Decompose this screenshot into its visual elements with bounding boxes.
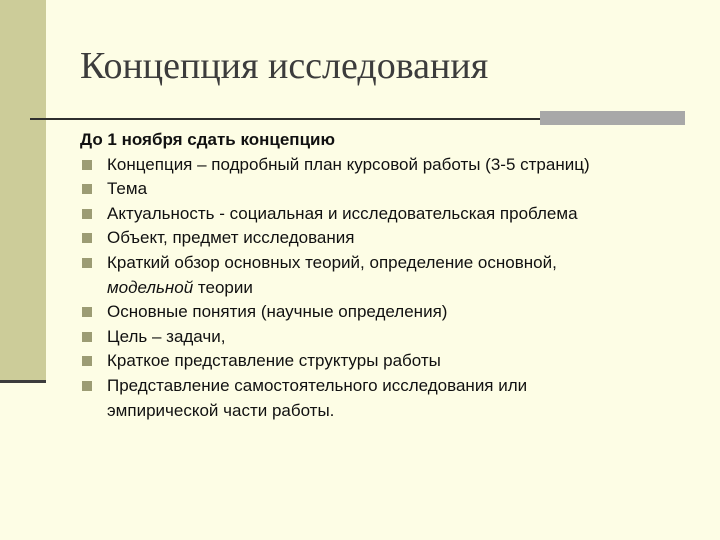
italic-term: модельной — [107, 277, 194, 297]
list-item — [80, 153, 700, 178]
square-bullet-icon — [82, 258, 92, 268]
list-item — [80, 325, 700, 350]
list-item-continuation: эмпирической части работы. — [107, 400, 335, 420]
square-bullet-icon — [82, 332, 92, 342]
square-bullet-icon — [82, 209, 92, 219]
list-item — [80, 374, 700, 423]
side-decoration-line — [0, 380, 46, 383]
list-item — [80, 300, 700, 325]
slide-title: Концепция исследования — [80, 45, 489, 87]
list-item — [80, 202, 700, 227]
list-item — [80, 349, 700, 374]
square-bullet-icon — [82, 381, 92, 391]
square-bullet-icon — [82, 356, 92, 366]
list-item — [80, 251, 700, 300]
list-item-text: Тема — [107, 179, 148, 199]
square-bullet-icon — [82, 307, 92, 317]
list-item-text: Актуальность - социальная и исследовательская проблема — [107, 203, 578, 223]
slide-body — [80, 128, 700, 423]
list-item-text-rest: теории — [193, 277, 253, 297]
deadline-heading: До 1 ноября сдать концепцию — [80, 130, 335, 149]
side-decoration-bar — [0, 0, 46, 382]
list-item-text: Краткое представление структуры работы — [107, 351, 441, 371]
list-item-text: Объект, предмет исследования — [107, 228, 355, 248]
list-item-text: Цель – задачи, — [107, 326, 226, 346]
bullet-list — [80, 153, 700, 424]
list-item — [80, 177, 700, 202]
list-item-text: Основные понятия (научные определения) — [107, 302, 448, 322]
square-bullet-icon — [82, 160, 92, 170]
list-item-text: Концепция – подробный план курсовой работы (3-5 страниц) — [107, 154, 590, 174]
list-item — [80, 226, 700, 251]
square-bullet-icon — [82, 233, 92, 243]
square-bullet-icon — [82, 184, 92, 194]
list-item-text: Краткий обзор основных теорий, определение основной, — [107, 252, 557, 272]
list-item-text: Представление самостоятельного исследования или — [107, 375, 528, 395]
list-item-continuation — [107, 276, 700, 301]
divider-accent-block — [540, 111, 685, 125]
